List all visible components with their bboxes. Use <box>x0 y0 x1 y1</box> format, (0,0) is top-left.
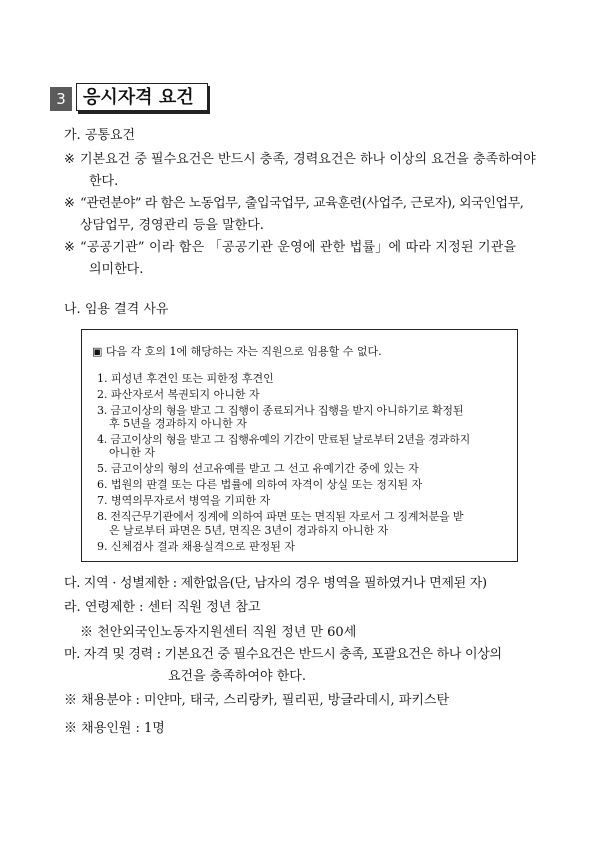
ga-note-1-line-1: 기본요건 중 필수요건은 반드시 충족, 경력요건은 하나 이상의 요건을 충족하여야 <box>80 152 536 167</box>
ma-count: ※ 채용인원 : 1명 <box>64 721 165 736</box>
ma-field: ※ 채용분야 : 미얀마, 태국, 스리랑카, 필리핀, 방글라데시, 파키스탄 <box>64 693 450 708</box>
da-line: 다. 지역 · 성별제한 : 제한없음(단, 남자의 경우 병역을 필하였거나 면제된 자) <box>64 576 487 591</box>
ga-note-1-line-2: 한다. <box>89 174 119 189</box>
na-heading: 나. 임용 결격 사유 <box>64 302 169 317</box>
ma-line-1: 마. 자격 및 경력 : 기본요건 중 필수요건은 반드시 충족, 포괄요건은 하나 이상의 <box>64 647 502 662</box>
box-intro: ▣ 다음 각 호의 1에 해당하는 자는 직원으로 임용할 수 없다. <box>92 345 382 358</box>
ga-note-3-line-2: 의미한다. <box>89 262 144 277</box>
note-mark: ※ <box>64 240 75 255</box>
ra-note: ※ 천안외국인노동자지원센터 직원 정년 만 60세 <box>80 625 357 640</box>
box-item-9: 9. 신체검사 결과 채용실격으로 판정된 자 <box>97 540 295 553</box>
box-item-6: 6. 법원의 판결 또는 다른 법률에 의하여 자격이 상실 또는 정지된 자 <box>97 478 423 491</box>
box-item-1: 1. 피성년 후견인 또는 피한정 후견인 <box>97 372 274 385</box>
box-item-2: 2. 파산자로서 복권되지 아니한 자 <box>97 388 260 401</box>
ma-line-2: 요건을 충족하여야 한다. <box>168 669 306 684</box>
box-item-7: 7. 병역의무자로서 병역을 기피한 자 <box>97 494 271 507</box>
box-item-8-line-1: 8. 전직근무기관에서 징계에 의하여 파면 또는 면직된 자로서 그 징계처분을 받 <box>97 510 464 523</box>
ga-note-3-line-1: “공공기관” 이라 함은 「공공기관 운영에 관한 법률」에 따라 지정된 기관을 <box>80 240 517 255</box>
section-number: 3 <box>50 87 72 111</box>
box-item-5: 5. 금고이상의 형의 선고유예를 받고 그 선고 유예기간 중에 있는 자 <box>97 462 419 475</box>
note-mark: ※ <box>64 152 75 167</box>
section-title: 응시자격 요건 <box>76 83 208 111</box>
note-mark: ※ <box>64 196 75 211</box>
ga-note-2-line-1: “관련분야” 라 함은 노동업무, 출입국업무, 교육훈련(사업주, 근로자), 외국인업무, <box>80 196 524 211</box>
ga-note-2-line-2: 상담업무, 경영관리 등을 말한다. <box>80 218 264 233</box>
box-item-4-line-1: 4. 금고이상의 형을 받고 그 집행유예의 기간이 만료된 날로부터 2년을 경과하지 <box>97 433 471 446</box>
ra-heading: 라. 연령제한 : 센터 직원 정년 참고 <box>64 600 261 615</box>
box-item-3-line-1: 3. 금고이상의 형을 받고 그 집행이 종료되거나 집행을 받지 아니하기로 확정된 <box>97 404 464 417</box>
ga-heading: 가. 공통요건 <box>64 128 136 143</box>
box-item-3-line-2: 후 5년을 경과하지 아니한 자 <box>109 417 247 430</box>
box-item-4-line-2: 아니한 자 <box>109 446 156 459</box>
box-item-8-line-2: 은 날로부터 파면은 5년, 면직은 3년이 경과하지 아니한 자 <box>109 524 389 537</box>
